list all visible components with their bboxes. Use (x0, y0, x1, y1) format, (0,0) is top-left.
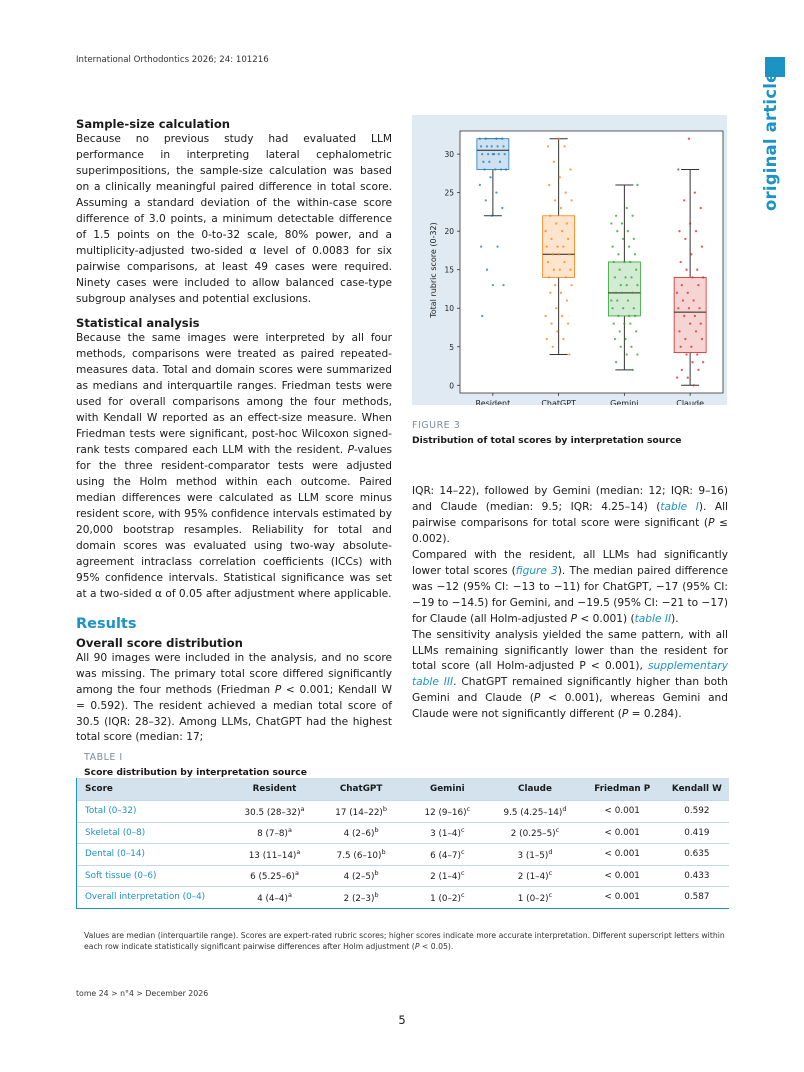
data-point (610, 299, 612, 301)
data-point (554, 199, 556, 201)
table-1 (76, 778, 729, 909)
data-point (550, 322, 552, 324)
data-point (611, 307, 613, 309)
data-point (696, 269, 698, 271)
data-point (569, 269, 571, 271)
data-point (617, 253, 619, 255)
data-point (491, 215, 493, 217)
data-point (702, 276, 704, 278)
data-point (479, 138, 481, 140)
data-point (620, 346, 622, 348)
data-point (617, 315, 619, 317)
data-point (688, 138, 690, 140)
data-point (496, 145, 498, 147)
data-point (544, 230, 546, 232)
header-chatgpt: ChatGPT (339, 784, 383, 794)
data-point (676, 376, 678, 378)
data-point (567, 322, 569, 324)
data-point (621, 292, 623, 294)
data-point (681, 284, 683, 286)
table-2-link[interactable]: table II (634, 612, 672, 625)
data-point (568, 253, 570, 255)
x-tick-label-claude: Claude (676, 399, 705, 405)
data-point (630, 346, 632, 348)
data-point (557, 138, 559, 140)
data-point (548, 184, 550, 186)
data-point (627, 299, 629, 301)
data-point (481, 315, 483, 317)
paragraph-statistical-analysis: Because the same images were interpreted by all four methods, comparisons were treated as paired repeated-measures data. Total and domain scores were summarized as medians and interquartile ranges. Friedman tests were used for overall comparisons among the four methods, with Kendall W reported as an effect-size measure. When Friedman tests were significant, post-hoc Wilcoxon signed-rank tests compared each LLM with the resident. P-values for the three resident-comparator tests were adjusted using the Holm method within each outcome. Paired median differences were calculated as LLM score minus resident score, with 95% confidence intervals estimated by 20,000 bootstrap resamples. Reliability for total and domain scores was evaluated using two-way absolute-agreement intraclass correlation coefficients (ICCs) with 95% confidence intervals. Statistical significance was set at a two-sided α of 0.05 after adjustment where applicable. (76, 332, 392, 600)
supplementary-table-link[interactable]: supplementary table III (412, 660, 728, 689)
data-point (555, 222, 557, 224)
data-point (557, 253, 559, 255)
x-tick-label-chatgpt: ChatGPT (541, 399, 576, 405)
left-column (76, 116, 392, 746)
results-heading: Results (76, 615, 137, 632)
plot-area (460, 131, 723, 393)
data-point (694, 315, 696, 317)
data-point (687, 376, 689, 378)
data-point (626, 353, 628, 355)
table-label: TABLE I (84, 752, 123, 763)
data-point (701, 245, 703, 247)
y-tick-label: 10 (444, 304, 454, 314)
data-point (690, 253, 692, 255)
data-point (621, 222, 623, 224)
data-point (491, 145, 493, 147)
data-point (570, 284, 572, 286)
data-point (480, 145, 482, 147)
figure-label: FIGURE 3 (412, 420, 461, 431)
table-footnote: Values are median (interquartile range). Scores are expert-rated rubric scores; higher scores indicate more accurate interpretation. Different superscript letters within each row indicate statistically significant pairwise differences after Holm adjustment (P < 0.05). (84, 931, 725, 951)
data-point (629, 322, 631, 324)
figure-caption: Distribution of total scores by interpretation source (412, 435, 682, 446)
data-point (613, 322, 615, 324)
data-point (636, 284, 638, 286)
data-point (622, 238, 624, 240)
data-point (680, 346, 682, 348)
data-point (682, 299, 684, 301)
data-point (616, 230, 618, 232)
page-footer: tome 24 > n°4 > December 2026 (76, 989, 209, 998)
data-point (681, 369, 683, 371)
data-point (565, 276, 567, 278)
data-point (690, 346, 692, 348)
data-point (480, 245, 482, 247)
data-point (676, 292, 678, 294)
data-point (698, 307, 700, 309)
y-tick-label: 15 (444, 265, 454, 275)
data-point (689, 322, 691, 324)
data-point (628, 315, 630, 317)
data-point (635, 269, 637, 271)
data-point (615, 292, 617, 294)
table-header-row (77, 778, 729, 801)
data-point (560, 292, 562, 294)
data-point (567, 238, 569, 240)
data-point (560, 207, 562, 209)
header-claude: Claude (518, 784, 552, 794)
table-row: Dental (0–14) 13 $(11-14)^a$ 7.5 $(6-10)^b$ 6 $(4-7)^c$ 3 $(1-5)^d$ < 0.001 0.635 (77, 844, 729, 866)
data-point (701, 338, 703, 340)
x-tick-label-resident: Resident (475, 399, 511, 405)
data-point (683, 315, 685, 317)
data-point (493, 153, 495, 155)
table-row: Total (0–32) 30.5 $(28-32)^a$ 17 $(14-22)^b$ 12 $(9-16)^c$ 9.5 $(4.25-14)^d$ < 0.001 0.592 (77, 801, 729, 823)
data-point (700, 207, 702, 209)
data-point (684, 238, 686, 240)
data-point (482, 161, 484, 163)
data-point (614, 276, 616, 278)
data-point (544, 315, 546, 317)
data-point (556, 330, 558, 332)
section-title-overall-score: Overall score distribution (76, 635, 243, 650)
data-point (697, 369, 699, 371)
data-point (495, 191, 497, 193)
header-gemini: Gemini (429, 784, 465, 794)
data-point (626, 284, 628, 286)
data-point (489, 176, 491, 178)
data-point (635, 330, 637, 332)
data-point (483, 168, 485, 170)
data-point (680, 261, 682, 263)
data-point (685, 353, 687, 355)
data-point (562, 245, 564, 247)
data-point (611, 245, 613, 247)
data-point (552, 346, 554, 348)
data-point (505, 168, 507, 170)
data-point (547, 261, 549, 263)
data-point (622, 307, 624, 309)
data-point (546, 338, 548, 340)
data-point (631, 292, 633, 294)
data-point (502, 284, 504, 286)
data-point (678, 330, 680, 332)
data-point (504, 153, 506, 155)
data-point (552, 253, 554, 255)
data-point (499, 161, 501, 163)
data-point (487, 153, 489, 155)
data-point (678, 230, 680, 232)
side-label-text: original article (761, 71, 780, 211)
data-point (630, 276, 632, 278)
data-point (569, 168, 571, 170)
data-point (547, 145, 549, 147)
data-point (616, 299, 618, 301)
data-point (624, 338, 626, 340)
y-tick-label: 0 (449, 381, 454, 391)
paragraph-sensitivity: The sensitivity analysis yielded the same pattern, with all LLMs remaining significantly lower than the resident for total score (all Holm-adjusted P < 0.001), supplementary table III. ChatGPT remained significantly higher than both Gemini and Claude (P < 0.001), whereas Gemini and Claude were not significantly different (P = 0.284). (412, 628, 728, 721)
data-point (502, 145, 504, 147)
figure-3-link[interactable]: figure 3 (515, 564, 558, 577)
running-header: International Orthodontics 2026; 24: 101216 (76, 55, 269, 65)
data-point (677, 168, 679, 170)
data-point (694, 191, 696, 193)
data-point (481, 153, 483, 155)
data-point (691, 361, 693, 363)
y-tick-label: 30 (444, 150, 454, 160)
table-row: Soft tissue (0–6) 6 $(5.25-6)^a$ 4 $(2-5)^b$ 2 $(1-4)^c$ 2 $(1-4)^c$ < 0.001 0.433 (77, 865, 729, 887)
data-point (629, 261, 631, 263)
data-point (677, 307, 679, 309)
data-point (495, 138, 497, 140)
data-point (618, 269, 620, 271)
data-point (570, 199, 572, 201)
data-point (628, 245, 630, 247)
data-point (479, 184, 481, 186)
data-point (496, 245, 498, 247)
data-point (549, 292, 551, 294)
data-point (553, 161, 555, 163)
data-point (546, 245, 548, 247)
table-row: Skeletal (0–8) 8 $(7-8)^a$ 4 $(2-6)^b$ 3 $(1-4)^c$ 2 $(0.25-5)^c$ < 0.001 0.419 (77, 822, 729, 844)
data-point (500, 168, 502, 170)
data-point (561, 230, 563, 232)
data-point (689, 222, 691, 224)
data-point (684, 338, 686, 340)
data-point (562, 338, 564, 340)
data-point (691, 276, 693, 278)
data-point (627, 230, 629, 232)
data-point (618, 330, 620, 332)
data-point (485, 199, 487, 201)
header-resident: Resident (252, 784, 297, 794)
y-tick-label: 25 (444, 188, 454, 198)
x-tick-label-gemini: Gemini (610, 399, 639, 405)
data-point (561, 315, 563, 317)
data-point (485, 138, 487, 140)
paragraph-total-scores: IQR: 14–22), followed by Gemini (median: 12; IQR: 9–16) and Claude (median: 9.5; IQR: 4.25–14) (table I). All pairwise comparisons for total score were significant (P ≤ 0.002). (412, 485, 728, 545)
data-point (631, 215, 633, 217)
data-point (634, 315, 636, 317)
data-point (554, 284, 556, 286)
data-point (683, 199, 685, 201)
data-point (631, 369, 633, 371)
right-column (412, 484, 728, 723)
data-point (498, 153, 500, 155)
data-point (559, 176, 561, 178)
header-friedman-p: Friedman P (594, 784, 651, 794)
data-point (549, 215, 551, 217)
data-point (624, 276, 626, 278)
data-point (696, 353, 698, 355)
boxplot-chart (412, 115, 727, 405)
data-point (634, 253, 636, 255)
data-point (553, 269, 555, 271)
data-point (626, 207, 628, 209)
data-point (615, 215, 617, 217)
score-table (77, 778, 729, 909)
data-point (486, 269, 488, 271)
y-axis-label: Total rubric score (0-32) (429, 222, 438, 318)
table-row: Overall interpretation (0–4) 4 $(4-4)^a$ 2 $(2-3)^b$ 1 $(0-2)^c$ 1 $(0-2)^c$ < 0.001 0.587 (77, 887, 729, 909)
data-point (695, 330, 697, 332)
data-point (566, 222, 568, 224)
paragraph-comparison: Compared with the resident, all LLMs had significantly lower total scores (figure 3). The median paired difference was −12 (95% CI: −13 to −11) for ChatGPT, −17 (95% CI: −19 to −14.5) for Gemini, and −19.5 (95% CI: −21 to −17) for Claude (all Holm-adjusted P < 0.001) (table II). (412, 548, 729, 625)
paragraph-overall-score: All 90 images were included in the analysis, and no score was missing. The primary total score differed significantly among the four methods (Friedman P < 0.001; Kendall W = 0.592). The resident achieved a median total score of 30.5 (IQR: 28–32). Among LLMs, ChatGPT had the highest total score (median: 17; (76, 651, 392, 744)
data-point (620, 284, 622, 286)
data-point (623, 322, 625, 324)
side-label (758, 71, 788, 215)
data-point (563, 261, 565, 263)
data-point (633, 238, 635, 240)
data-point (501, 138, 503, 140)
y-tick-label: 5 (449, 342, 454, 352)
figure-3 (412, 115, 727, 405)
data-point (633, 307, 635, 309)
data-point (687, 292, 689, 294)
data-point (565, 191, 567, 193)
data-point (688, 307, 690, 309)
data-point (697, 284, 699, 286)
data-point (556, 245, 558, 247)
data-point (623, 261, 625, 263)
table-1-link[interactable]: table I (660, 500, 699, 513)
data-point (550, 238, 552, 240)
data-point (548, 276, 550, 278)
box-claude (674, 277, 706, 352)
header-kendall-w: Kendall W (671, 784, 722, 794)
data-point (492, 284, 494, 286)
data-point (693, 384, 695, 386)
data-point (488, 161, 490, 163)
table-caption: Score distribution by interpretation source (84, 767, 307, 778)
y-tick-label: 20 (444, 227, 454, 237)
data-point (636, 353, 638, 355)
data-point (566, 299, 568, 301)
data-point (700, 322, 702, 324)
data-point (693, 299, 695, 301)
data-point (615, 361, 617, 363)
data-point (702, 361, 704, 363)
data-point (563, 145, 565, 147)
data-point (494, 168, 496, 170)
data-point (568, 353, 570, 355)
data-point (610, 222, 612, 224)
data-point (486, 145, 488, 147)
header-score: Score (85, 784, 113, 794)
data-point (613, 261, 615, 263)
section-title-statistical-analysis: Statistical analysis (76, 316, 200, 331)
section-title-sample-size: Sample-size calculation (76, 117, 231, 131)
data-point (559, 269, 561, 271)
data-point (614, 338, 616, 340)
data-point (685, 269, 687, 271)
data-point (555, 307, 557, 309)
page-number: 5 (398, 1013, 406, 1027)
data-point (695, 230, 697, 232)
data-point (636, 184, 638, 186)
paragraph-sample-size: Because no previous study had evaluated LLM performance in interpreting lateral cephalometric superimpositions, the sample-size calculation was based on a clinically meaningful paired difference in total score. Assuming a standard deviation of the within-case score difference of 3.0 points, a minimum detectable difference of 1.5 points on the 0-to-32 scale, 80% power, and a multiplicity-adjusted two-sided α level of 0.0083 for six pairwise comparisons, at least 49 cases were required. Ninety cases were included to allow balanced case-type subgroup analyses and potential exclusions. (76, 133, 392, 305)
data-point (501, 207, 503, 209)
